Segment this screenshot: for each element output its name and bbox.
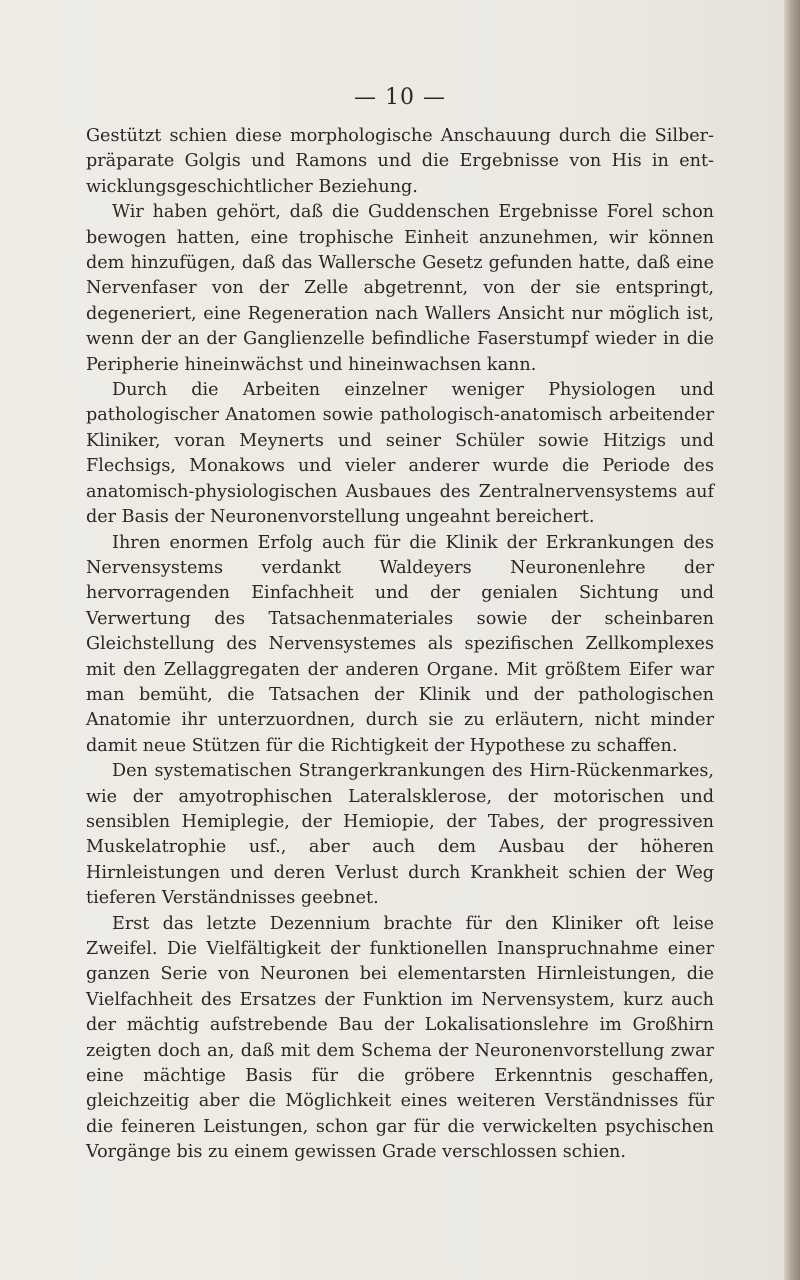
paragraph-5: Den systematischen Strangerkrankungen des Hirn-Rückenmarkes, wie der amyotrophischen Lateralsklerose, der motorischen und sensiblen Hemiplegie, der Hemiopie, der Tabes, der progressiven Muskelatrophie usf., aber auch dem Ausbau der höheren Hirnleistungen und deren Verlust durch Krankheit schien der Weg tieferen Verständnisses geebnet. <box>86 761 714 909</box>
body-text <box>86 124 714 1166</box>
paragraph-6: Erst das letzte Dezennium brachte für den Kliniker oft leise Zweifel. Die Vielfältigkeit der funktionellen Inanspruchnahme einer ganzen Serie von Neuronen bei elementarsten Hirnleistungen, die Vielfachheit des Ersatzes der Funktion im Nervensystem, kurz auch der mächtig aufstrebende Bau der Lokalisationslehre im Großhirn zeigten doch an, daß mit dem Schema der Neuronenvorstellung zwar eine mächtige Basis für die gröbere Erkenntnis geschaffen, gleichzeitig aber die Möglichkeit eines weiteren Verständnisses für die feineren Leistungen, schon gar für die verwickelten psychischen Vorgänge bis zu einem gewissen Grade verschlossen schien. <box>86 913 714 1163</box>
paragraph-4: Ihren enormen Erfolg auch für die Klinik der Erkrankungen des Nervensystems verdankt Waldeyers Neuronenlehre der hervorragenden Einfachheit und der genialen Sichtung und Verwertung des Tatsachenmateriales sowie der scheinbaren Gleichstellung des Nervensystemes als spezifischen Zellkomplexes mit den Zellaggregaten der anderen Organe. Mit größtem Eifer war man bemüht, die Tatsachen der Klinik und der pathologischen Anatomie ihr unterzuordnen, durch sie zu erläutern, nicht minder damit neue Stützen für die Richtigkeit der Hypothese zu schaffen. <box>86 532 714 756</box>
paragraph-3: Durch die Arbeiten einzelner weniger Physiologen und pathologischer Anatomen sowie pathologisch-anatomisch arbeitender Kliniker, voran Meynerts und seiner Schüler sowie Hitzigs und Flechsigs, Monakows und vieler anderer wurde die Periode des anatomisch-physiologischen Ausbaues des Zentralnervensystems auf der Basis der Neuronenvorstellung ungeahnt bereichert. <box>86 380 714 528</box>
paragraph-1: Gestützt schien diese morphologische Anschauung durch die Silberpräparate Golgis und Ramons und die Ergebnisse von His in entwicklungsgeschichtlicher Beziehung. <box>86 126 714 197</box>
page-number: — 10 — <box>354 85 446 110</box>
page-binding-edge <box>784 0 800 1280</box>
paragraph-2: Wir haben gehört, daß die Guddenschen Ergebnisse Forel schon bewogen hatten, eine trophische Einheit anzunehmen, wir können dem hinzufügen, daß das Wallersche Gesetz gefunden hatte, daß eine Nervenfaser von der Zelle abgetrennt, von der sie entspringt, degeneriert, eine Regeneration nach Wallers Ansicht nur möglich ist, wenn der an der Ganglienzelle befindliche Faserstumpf wieder in die Peripherie hineinwächst und hineinwachsen kann. <box>86 202 714 375</box>
